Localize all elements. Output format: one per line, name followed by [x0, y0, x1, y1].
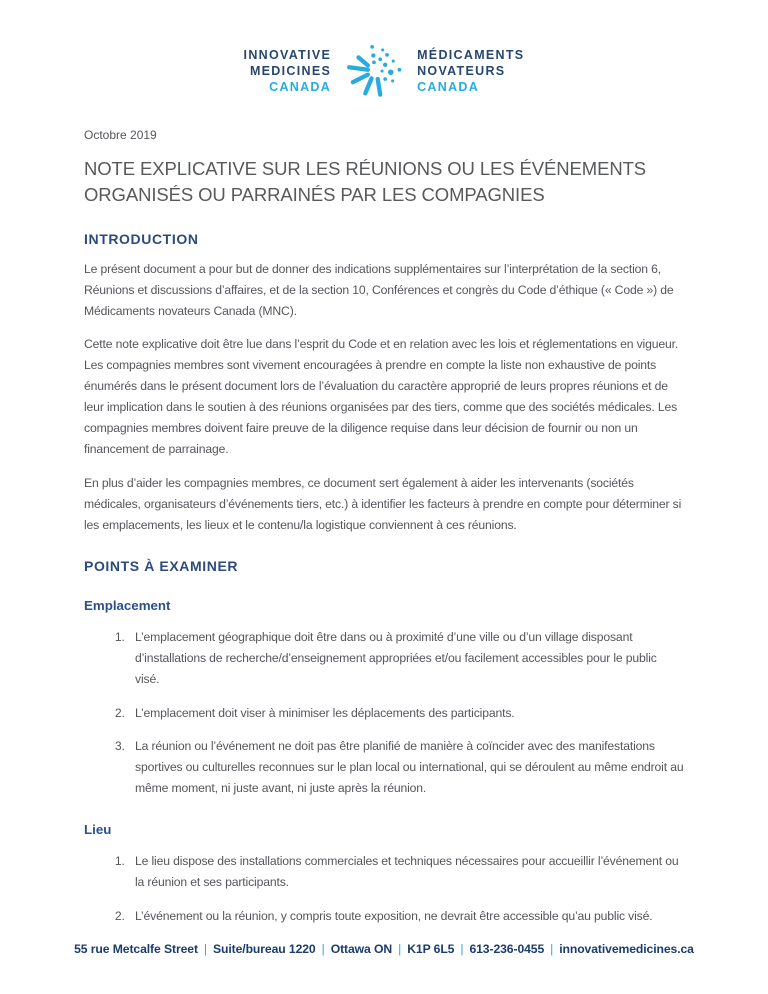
- intro-paragraph-1: Le présent document a pour but de donner des indications supplémentaires sur l’interprétation de la section 6, Réunions et discussions d’affaires, et de la section 10, Conférences et congrès du Code d’éthique (« Code ») de Médicaments novateurs Canada (MNC).: [84, 261, 674, 318]
- logo-wordmark-english: [244, 47, 332, 95]
- intro-paragraph-3: En plus d’aider les compagnies membres, ce document sert également à aider les intervenants (sociétés médicales, organisateurs d’événements tiers, etc.) à identifier les facteurs à prendre en compte pour déterminer si les emplacements, les lieux et le contenu/la logistique conviennent à ces réunions.: [84, 476, 682, 533]
- starburst-icon: [343, 40, 405, 102]
- footer-separator: |: [203, 942, 207, 956]
- subsection-heading-emplacement: Emplacement: [84, 598, 171, 614]
- lieu-list: [84, 851, 684, 926]
- list-item: 1. L’emplacement géographique doit être dans ou à proximité d’une ville ou d’un village disposant d’installations de recherche/d’enseignement appropriées et/ou facilement accessibles pour le public visé.: [128, 627, 684, 689]
- subsection-heading-lieu: Lieu: [84, 822, 112, 838]
- footer-address-street: 55 rue Metcalfe Street: [74, 942, 198, 956]
- list-item: 2. L’événement ou la réunion, y compris toute exposition, ne devrait être accessible qu’au public visé.: [128, 906, 684, 927]
- company-logo: [84, 40, 684, 102]
- logo-line-medicines: MEDICINES: [249, 64, 332, 78]
- footer-separator: |: [550, 942, 554, 956]
- footer-phone: 613-236-0455: [469, 942, 545, 956]
- list-item: 1. Le lieu dispose des installations commerciales et techniques nécessaires pour accueillir l’événement ou la réunion et ses participants.: [128, 851, 684, 892]
- logo-line-innovative: INNOVATIVE: [243, 48, 332, 62]
- page-title: NOTE EXPLICATIVE SUR LES RÉUNIONS OU LES ÉVÉNEMENTS ORGANISÉS OU PARRAINÉS PAR LES COMPAGNIES: [84, 158, 647, 206]
- emplacement-list: [84, 627, 684, 798]
- intro-paragraph-2: Cette note explicative doit être lue dans l’esprit du Code et en relation avec les lois et réglementations en vigueur. Les compagnies membres sont vivement encouragées à prendre en compte la liste non exhaustive de points énumérés dans le présent document lors de l’évaluation du caractère approprié de leurs propres réunions et de leur implication dans le soutien à des réunions organisées par des tiers, comme que des sociétés médicales. Les compagnies membres doivent faire preuve de la diligence requise dans leur décision de fournir ou non un financement de parrainage.: [84, 337, 679, 457]
- list-item: 3. La réunion ou l’événement ne doit pas être planifié de manière à coïncider avec des manifestations sportives ou culturelles reconnues sur le plan local ou international, qui se déroulent au même endroit au même moment, ni juste avant, ni juste après la réunion.: [128, 736, 684, 798]
- logo-line-canada-en: CANADA: [269, 80, 332, 94]
- logo-line-canada-fr: CANADA: [417, 80, 480, 94]
- section-heading-points-a-examiner: POINTS À EXAMINER: [84, 558, 239, 575]
- footer-separator: |: [460, 942, 464, 956]
- footer-suite: Suite/bureau 1220: [213, 942, 316, 956]
- logo-wordmark-french: [417, 47, 524, 95]
- footer-postal-code: K1P 6L5: [407, 942, 455, 956]
- logo-line-novateurs: NOVATEURS: [417, 64, 506, 78]
- footer-city: Ottawa ON: [330, 942, 393, 956]
- list-item: 2. L’emplacement doit viser à minimiser les déplacements des participants.: [128, 703, 684, 724]
- footer-separator: |: [321, 942, 325, 956]
- footer-website-link[interactable]: innovativemedicines.ca: [559, 942, 694, 956]
- logo-line-medicaments: MÉDICAMENTS: [417, 48, 525, 62]
- page-footer: [0, 942, 768, 956]
- document-date: Octobre 2019: [84, 128, 157, 142]
- footer-separator: |: [398, 942, 402, 956]
- section-heading-introduction: INTRODUCTION: [84, 230, 199, 247]
